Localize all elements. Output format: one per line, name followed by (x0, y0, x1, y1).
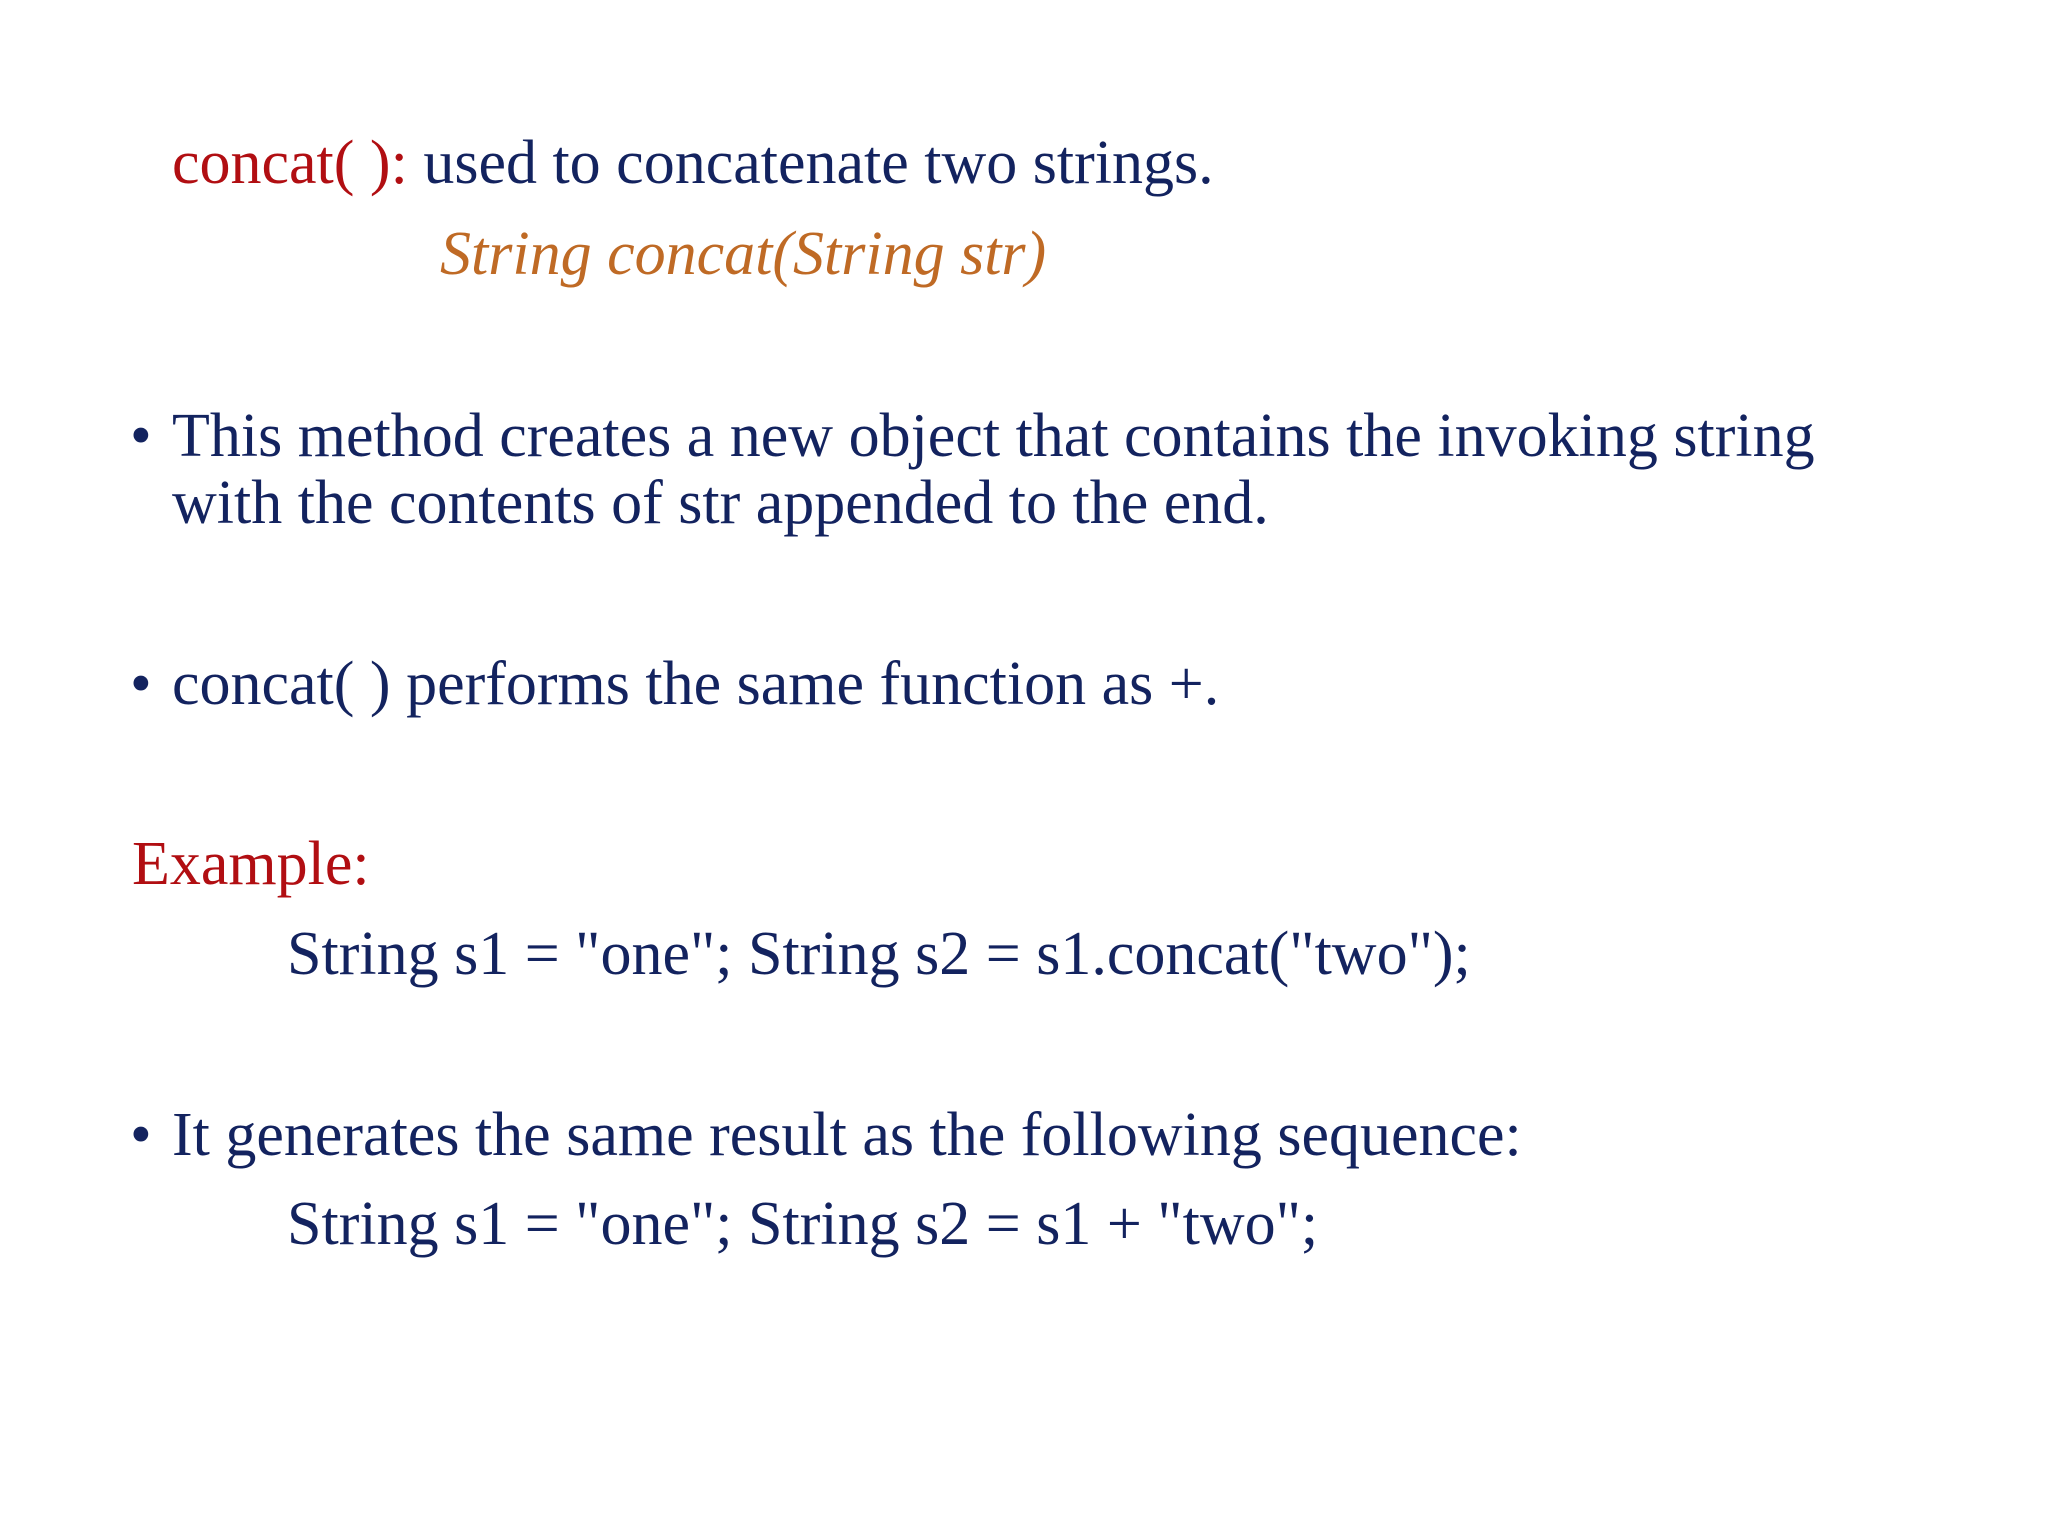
bullet-marker: • (130, 650, 152, 718)
example-label: Example: (132, 830, 370, 898)
example-code: String s1 = "one"; String s2 = s1.concat("two"); (287, 920, 1471, 988)
bullet-3-line-1: It generates the same result as the following sequence: (172, 1101, 1522, 1169)
bullet-marker: • (130, 402, 152, 470)
sequence-code: String s1 = "one"; String s2 = s1 + "two"; (287, 1190, 1319, 1258)
bullet-1-line-1: This method creates a new object that contains the invoking string (172, 402, 1815, 470)
bullet-1-line-2: with the contents of str appended to the end. (172, 469, 1269, 537)
bullet-2-line-1: concat( ) performs the same function as +. (172, 650, 1220, 718)
bullet-marker: • (130, 1101, 152, 1169)
method-signature: String concat(String str) (440, 220, 1047, 288)
heading-line (172, 129, 1214, 197)
method-description: used to concatenate two strings. (407, 129, 1214, 197)
method-name: concat( ): (172, 129, 408, 197)
